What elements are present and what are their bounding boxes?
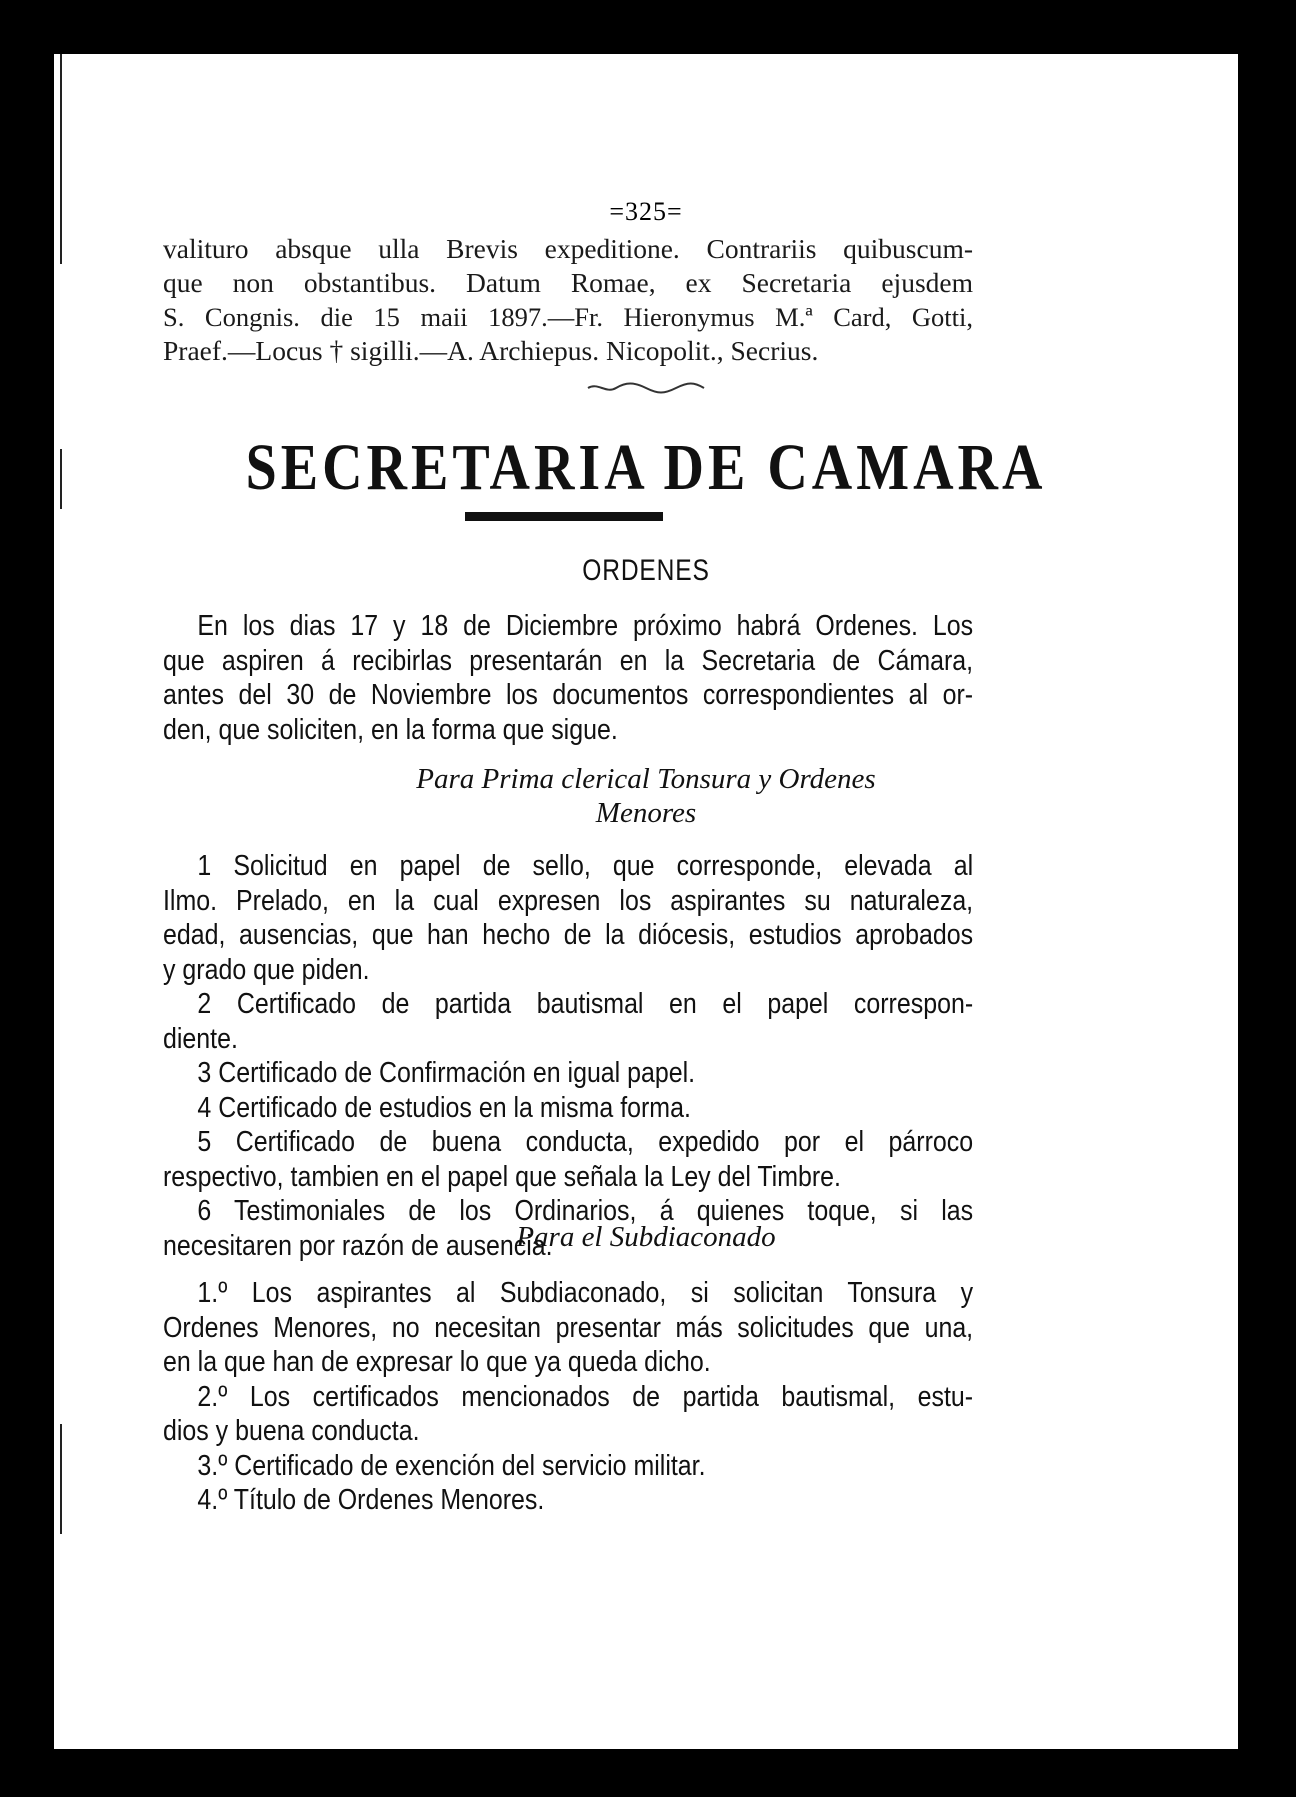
list-tonsura bbox=[163, 849, 973, 1263]
list-item: 2 Certificado de partida bautismal en el papel correspon- bbox=[197, 988, 974, 1020]
text-line: dios y buena conducta. bbox=[163, 1415, 420, 1447]
section-title: SECRETARIA DE CAMARA bbox=[245, 431, 1047, 505]
list-item: 6 Testimoniales de los Ordinarios, á quienes toque, si las bbox=[197, 1195, 974, 1227]
list-item: 4 Certificado de estudios en la misma forma. bbox=[197, 1091, 691, 1124]
subtitle: ORDENES bbox=[582, 554, 710, 587]
scan-edge-mark bbox=[60, 54, 62, 264]
title-rule bbox=[465, 512, 663, 521]
text-line: Praef.—Locus † sigilli.—A. Archiepus. Nicopolit., Secrius. bbox=[163, 335, 819, 366]
text-line: den, que soliciten, en la forma que sigue. bbox=[163, 713, 618, 746]
latin-paragraph bbox=[163, 232, 973, 368]
text-line: S. Congnis. die 15 maii 1897.—Fr. Hieronymus M.ª Card, Gotti, bbox=[163, 302, 973, 332]
scan-edge-mark bbox=[60, 1424, 62, 1534]
flourish-icon bbox=[586, 381, 706, 395]
heading-line: Menores bbox=[595, 797, 697, 829]
text-line: respectivo, tambien en el papel que señala la Ley del Timbre. bbox=[163, 1160, 841, 1193]
intro-paragraph bbox=[163, 609, 973, 747]
ornament-divider bbox=[54, 376, 1238, 400]
text-line: necesitaren por razón de ausencia. bbox=[163, 1229, 553, 1262]
heading-tonsura bbox=[54, 762, 1238, 830]
text-line: valituro absque ulla Brevis expeditione. Contrariis quibuscum- bbox=[163, 233, 973, 264]
list-item: 3.º Certificado de exención del servicio militar. bbox=[197, 1449, 706, 1482]
list-item: 3 Certificado de Confirmación en igual papel. bbox=[197, 1057, 696, 1089]
page-number: =325= bbox=[609, 197, 683, 226]
text-line: y grado que piden. bbox=[163, 953, 370, 986]
text-line: Ordenes Menores, no necesitan presentar más solicitudes que una, bbox=[163, 1311, 974, 1344]
list-item: 2.º Los certificados mencionados de partida bautismal, estu- bbox=[197, 1380, 974, 1413]
text-line: que non obstantibus. Datum Romae, ex Secretaria ejusdem bbox=[163, 267, 973, 298]
list-item: 1 Solicitud en papel de sello, que corresponde, elevada al bbox=[197, 850, 974, 882]
text-line: que aspiren á recibirlas presentarán en la Secretaria de Cámara, bbox=[163, 644, 974, 677]
text-line: edad, ausencias, que han hecho de la diócesis, estudios aprobados bbox=[163, 919, 974, 951]
list-item: 4.º Título de Ordenes Menores. bbox=[197, 1484, 545, 1516]
list-item: 5 Certificado de buena conducta, expedido por el párroco bbox=[197, 1126, 974, 1158]
document-page bbox=[54, 54, 1238, 1749]
text-line: diente. bbox=[163, 1022, 238, 1055]
text-line: Ilmo. Prelado, en la cual expresen los aspirantes su naturaleza, bbox=[163, 884, 974, 917]
text-line: en la que han de expresar lo que ya queda dicho. bbox=[163, 1346, 711, 1378]
text-line: antes del 30 de Noviembre los documentos correspondientes al or- bbox=[163, 679, 974, 711]
list-subdiaconado bbox=[163, 1276, 973, 1518]
heading-subdiaconado: Para el Subdiaconado bbox=[516, 1221, 776, 1253]
text-line: En los dias 17 y 18 de Diciembre próximo habrá Ordenes. Los bbox=[197, 610, 974, 642]
list-item: 1.º Los aspirantes al Subdiaconado, si solicitan Tonsura y bbox=[197, 1277, 974, 1309]
heading-line: Para Prima clerical Tonsura y Ordenes bbox=[416, 763, 876, 795]
